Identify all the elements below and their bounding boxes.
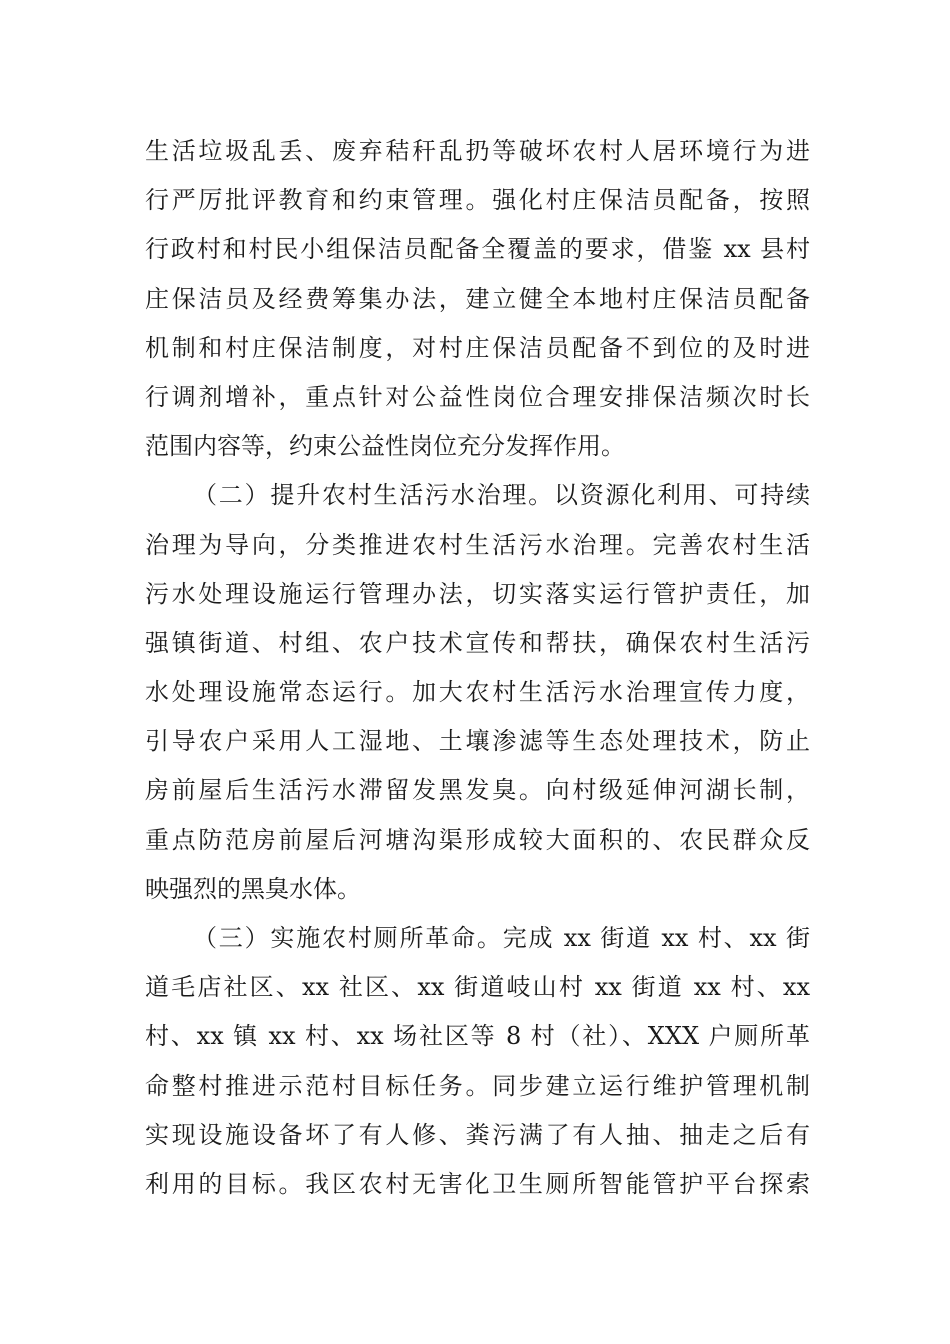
paragraph-line: 行调剂增补，重点针对公益性岗位合理安排保洁频次时长	[145, 382, 810, 411]
paragraph-line: 污水处理设施运行管理办法，切实落实运行管护责任，加	[145, 579, 810, 608]
paragraph-line: 命整村推进示范村目标任务。同步建立运行维护管理机制	[145, 1071, 810, 1100]
paragraph-line: 道毛店社区、xx 社区、xx 街道岐山村 xx 街道 xx 村、xx	[145, 973, 810, 1002]
paragraph-line: 实现设施设备坏了有人修、粪污满了有人抽、抽走之后有	[145, 1120, 810, 1149]
paragraph-line: 行政村和村民小组保洁员配备全覆盖的要求，借鉴 xx 县村	[145, 235, 810, 264]
paragraph-line: 利用的目标。我区农村无害化卫生厕所智能管护平台探索	[145, 1169, 810, 1198]
paragraph-1	[145, 127, 810, 471]
paragraph-line: 村、xx 镇 xx 村、xx 场社区等 8 村（社）、XXX 户厕所革	[145, 1022, 810, 1051]
paragraph-line: 机制和村庄保洁制度，对村庄保洁员配备不到位的及时进	[145, 333, 810, 362]
paragraph-line: 重点防范房前屋后河塘沟渠形成较大面积的、农民群众反	[145, 825, 810, 854]
paragraph-line: 庄保洁员及经费筹集办法，建立健全本地村庄保洁员配备	[145, 284, 810, 313]
paragraph-line: 行严厉批评教育和约束管理。强化村庄保洁员配备，按照	[145, 186, 810, 215]
paragraph-line: 治理为导向，分类推进农村生活污水治理。完善农村生活	[145, 530, 810, 559]
paragraph-line: 强镇街道、村组、农户技术宣传和帮扶，确保农村生活污	[145, 628, 810, 657]
paragraph-line: 生活垃圾乱丢、废弃秸秆乱扔等破坏农村人居环境行为进	[145, 137, 810, 165]
paragraph-2	[145, 471, 810, 914]
paragraph-line: 映强烈的黑臭水体。	[145, 874, 361, 903]
paragraph-line: 水处理设施常态运行。加大农村生活污水治理宣传力度，	[145, 678, 810, 707]
paragraph-3	[145, 914, 810, 1209]
paragraph-line: （二）提升农村生活污水治理。以资源化利用、可持续	[193, 481, 810, 510]
paragraph-line: （三）实施农村厕所革命。完成 xx 街道 xx 村、xx 街	[193, 924, 810, 952]
document-body	[145, 127, 810, 1209]
paragraph-line: 引导农户采用人工湿地、土壤渗滤等生态处理技术，防止	[145, 727, 810, 756]
paragraph-line: 房前屋后生活污水滞留发黑发臭。向村级延伸河湖长制，	[145, 776, 810, 805]
paragraph-line: 范围内容等，约束公益性岗位充分发挥作用。	[145, 432, 625, 461]
